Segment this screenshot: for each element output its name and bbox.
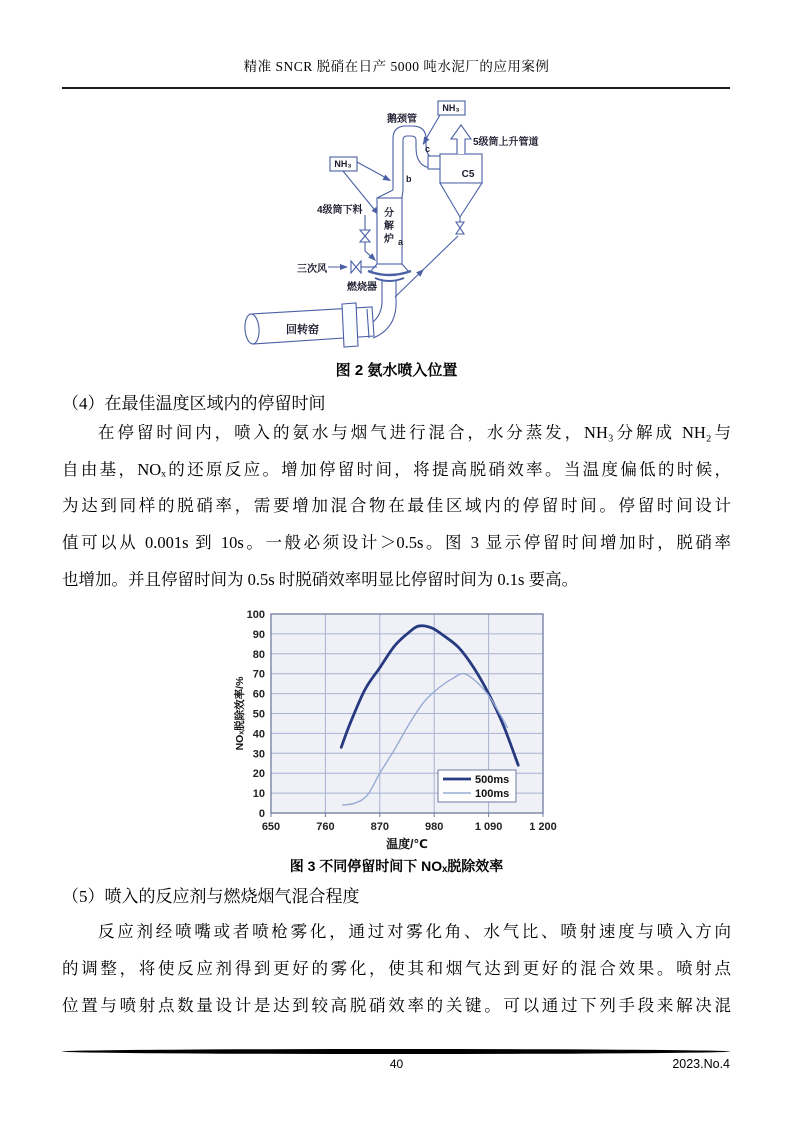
svg-text:分: 分 xyxy=(384,208,394,219)
y-tick-label: 10 xyxy=(252,788,265,801)
tertiary-air-label: 三次风 xyxy=(297,264,327,275)
figure3-caption: 图 3 不同停留时间下 NOₓ脱除效率 xyxy=(289,858,504,874)
calciner-label xyxy=(383,206,395,245)
section5-heading: （5）喷入的反应剂与燃烧烟气混合程度 xyxy=(62,887,360,906)
stage4-feed-line xyxy=(360,215,378,263)
section5-line: 的调整，将使反应剂得到更好的雾化，使其和烟气达到更好的混合效果。喷射点 xyxy=(62,959,731,978)
footer-issue: 2023.No.4 xyxy=(672,1057,730,1071)
figure2-caption: 图 2 氨水喷入位置 xyxy=(335,362,458,379)
section4-heading: （4）在最佳温度区域内的停留时间 xyxy=(62,394,326,413)
section4-line: 值可以从 0.001s 到 10s。一般必须设计＞0.5s。图 3 显示停留时间增加时，脱硝率 xyxy=(62,533,731,552)
c5-label: C5 xyxy=(461,169,475,180)
page-title: 精准 SNCR 脱硝在日产 5000 吨水泥厂的应用案例 xyxy=(243,59,550,74)
section4-line: 也增加。并且停留时间为 0.5s 时脱硝效率明显比停留时间为 0.1s 要高。 xyxy=(62,570,579,589)
footer-page-number: 40 xyxy=(389,1057,404,1071)
x-tick-label: 760 xyxy=(316,821,335,833)
section4-line: 在停留时间内，喷入的氨水与烟气进行混合，水分蒸发，NH₃分解成 NH₂与 xyxy=(98,423,731,442)
header-rule xyxy=(62,87,730,89)
y-tick-label: 20 xyxy=(252,768,265,781)
x-tick-label: 1 200 xyxy=(529,821,557,833)
y-tick-label: 90 xyxy=(252,628,265,641)
riser-duct-label: 5级筒上升管道 xyxy=(473,137,539,148)
x-tick-label: 980 xyxy=(425,821,444,833)
svg-text:炉: 炉 xyxy=(384,234,394,245)
x-tick-label: 1 090 xyxy=(474,821,503,833)
y-tick-label: 80 xyxy=(252,648,265,661)
x-axis-title: 温度/℃ xyxy=(386,837,428,851)
y-tick-label: 40 xyxy=(252,728,265,741)
point-a-label: a xyxy=(398,237,404,247)
nh3-left-label: NH₃ xyxy=(334,159,352,169)
section5-line: 反应剂经喷嘴或者喷枪雾化，通过对雾化角、水气比、喷射速度与喷入方向 xyxy=(98,922,731,941)
figure3-chart xyxy=(232,606,572,858)
riser-outlet-arrow xyxy=(451,125,471,154)
svg-text:解: 解 xyxy=(384,221,394,232)
y-tick-label: 50 xyxy=(252,708,265,721)
section4-line: 自由基，NOₓ的还原反应。增加停留时间，将提高脱硝效率。当温度偏低的时候， xyxy=(62,460,731,479)
nh3-top-label: NH₃ xyxy=(442,103,460,113)
x-tick-label: 650 xyxy=(261,821,281,833)
y-tick-label: 70 xyxy=(252,668,265,681)
rotary-kiln-label: 回转窑 xyxy=(286,324,319,336)
y-tick-label: 100 xyxy=(246,609,265,621)
figure2-diagram xyxy=(230,95,575,357)
footer-rule xyxy=(62,1049,730,1054)
y-tick-label: 60 xyxy=(252,688,265,701)
section5-line: 位置与喷射点数量设计是达到较高脱硝效率的关键。可以通过下列手段来解决混 xyxy=(62,996,731,1015)
legend-label-100ms: 100ms xyxy=(475,788,510,800)
burner-label: 燃烧器 xyxy=(347,282,377,293)
y-tick-label: 30 xyxy=(252,748,265,761)
point-c-label: c xyxy=(425,144,431,154)
c5-cyclone xyxy=(428,154,482,234)
point-b-label: b xyxy=(406,174,412,184)
stage4-feed-label: 4级筒下料 xyxy=(317,205,363,216)
section4-line: 为达到同样的脱硝率，需要增加混合物在最佳区域内的停留时间。停留时间设计 xyxy=(62,496,731,515)
gooseneck-label: 鹅颈管 xyxy=(387,114,417,125)
y-axis-title: NOₓ脱除效率/% xyxy=(234,676,246,751)
legend-label-500ms: 500ms xyxy=(475,774,510,786)
y-tick-label: 0 xyxy=(258,808,265,820)
x-tick-label: 870 xyxy=(370,821,389,833)
